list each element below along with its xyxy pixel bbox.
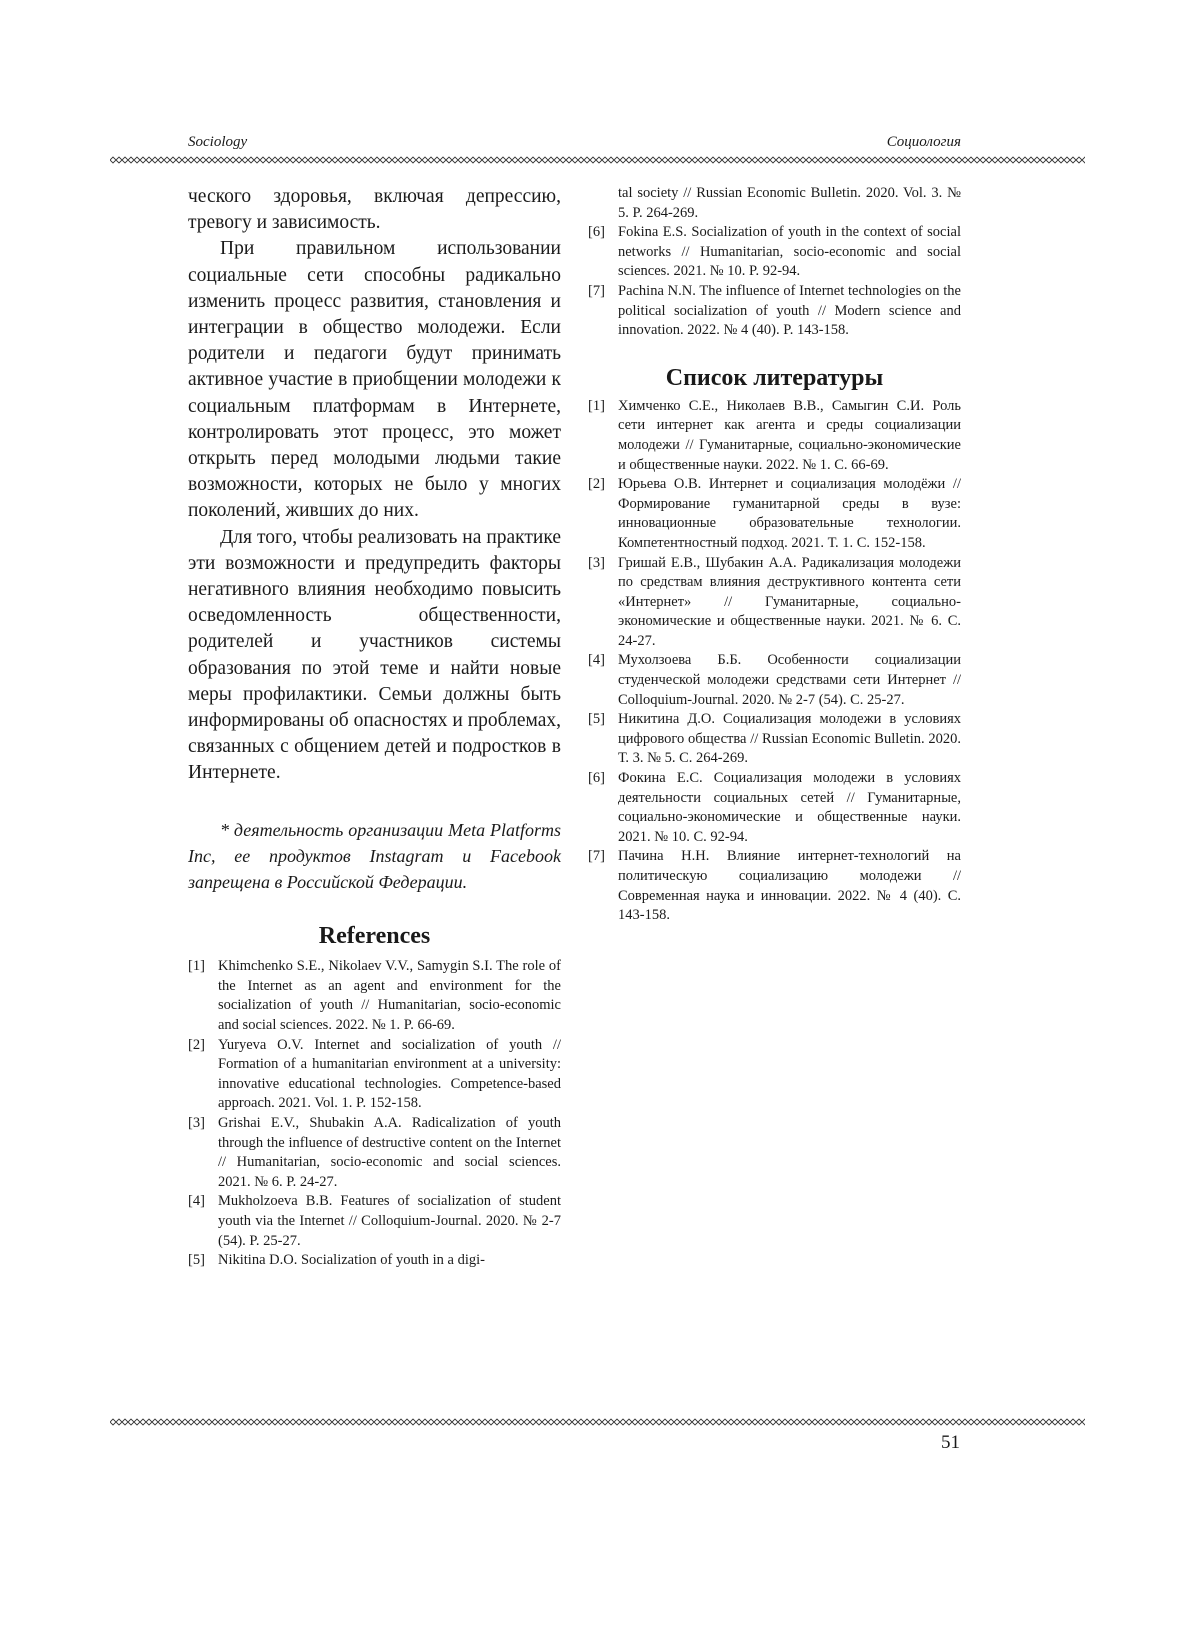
page-number: 51: [941, 1432, 960, 1453]
reference-number: [2]: [188, 1036, 205, 1053]
reference-number: [7]: [588, 282, 605, 299]
footer-ornament-divider: [110, 1418, 1085, 1426]
reference-number: [7]: [588, 848, 605, 865]
reference-text: Фокина Е.С. Социализация молодежи в условиях деятельности социальных сетей // Гуманитарные, социально-экономические и общественные науки. 2021. № 10. С. 92-94.: [618, 770, 961, 845]
reference-text: Гришай Е.В., Шубакин А.А. Радикализация молодежи по средствам влияния деструктивного контента сети «Интернет» // Гуманитарные, социально-экономические и общественные науки. 2021. № 6. С. 24-27.: [618, 554, 961, 649]
reference-number: [3]: [588, 554, 605, 571]
reference-number: [5]: [188, 1252, 205, 1269]
reference-item: [588, 282, 961, 341]
reference-number: [3]: [188, 1115, 205, 1132]
reference-item: [588, 397, 961, 475]
reference-number: [4]: [588, 652, 605, 669]
reference-number: [4]: [188, 1193, 205, 1210]
reference-text: Fokina E.S. Socialization of youth in the context of social networks // Humanitarian, socio-economic and social sciences. 2021. № 10. P. 92-94.: [618, 224, 961, 280]
ornament-pattern: [110, 156, 1085, 164]
reference-text: Мухолзоева Б.Б. Особенности социализации студенческой молодежи средствами сети Интернет // Colloquium-Journal. 2020. № 2-7 (54). С. 25-27.: [618, 652, 961, 708]
reference-item: [188, 1114, 561, 1192]
paragraph: При правильном использовании социальные сети способны радикально изменить процесс развития, становления и интеграции в общество молодежи. Если родители и педагоги будут принимать активное участие в приобщении молодежи к социальным платформам в Интернете, контролировать этот процесс, это может открыть перед молодыми людьми такие возможности, которых не было у многих поколений, живших до них.: [188, 238, 561, 522]
reference-number: [1]: [188, 958, 205, 975]
reference-number: [5]: [588, 711, 605, 728]
reference-text: Юрьева О.В. Интернет и социализация молодёжи // Формирование гуманитарной среды в вузе: инновационные образовательные технологии. Компетентностный подход. 2021. Т. 1. С. 152-158.: [618, 476, 961, 551]
running-header: [188, 134, 961, 156]
reference-text: tal society // Russian Economic Bulletin. 2020. Vol. 3. № 5. P. 264-269.: [618, 185, 961, 221]
reference-item: [588, 769, 961, 847]
reference-text: Grishai E.V., Shubakin A.A. Radicalization of youth through the influence of destructive content on the Internet // Humanitarian, socio-economic and social sciences. 2021. № 6. P. 24-27.: [218, 1115, 561, 1190]
reference-item: [188, 1036, 561, 1114]
reference-number: [6]: [588, 770, 605, 787]
reference-number: [6]: [588, 224, 605, 241]
reference-item: [588, 847, 961, 925]
paragraph: Для того, чтобы реализовать на практике эти возможности и предупредить факторы негативного влияния необходимо повысить осведомленность общественности, родителей и участников системы образования по этой теме и найти новые меры профилактики. Семьи должны быть информированы об опасностях и проблемах, связанных с общением детей и подростков в Интернете.: [188, 526, 561, 784]
reference-item: [588, 223, 961, 282]
reference-text: Mukholzoeva B.B. Features of socialization of student youth via the Internet // Colloquium-Journal. 2020. № 2-7 (54). P. 25-27.: [218, 1193, 561, 1249]
reference-text: Khimchenko S.E., Nikolaev V.V., Samygin S.I. The role of the Internet as an agent and environment for the socialization of youth // Humanitarian, socio-economic and social sciences. 2022. № 1. P. 66-69.: [218, 958, 561, 1034]
reference-text: Химченко С.Е., Николаев В.В., Самыгин С.И. Роль сети интернет как агента и среды социализации молодежи // Гуманитарные, социально-экономические и общественные науки. 2022. № 1. С. 66-69.: [618, 397, 961, 473]
reference-item: [588, 554, 961, 652]
references-list-continued: [588, 184, 961, 341]
paragraph: ческого здоровья, включая депрессию, тревогу и зависимость.: [188, 186, 561, 234]
header-section-ru: Социология: [886, 134, 961, 150]
reference-item: [588, 184, 961, 223]
reference-text: Никитина Д.О. Социализация молодежи в условиях цифрового общества // Russian Economic Bulletin. 2020. Т. 3. № 5. С. 264-269.: [618, 711, 961, 767]
reference-text: Пачина Н.Н. Влияние интернет-технологий на политическую социализацию молодежи // Современная наука и инновации. 2022. № 4 (40). С. 143-158.: [618, 848, 961, 924]
references-title: References: [318, 923, 431, 950]
reference-number: [2]: [588, 476, 605, 493]
reference-text: Nikitina D.O. Socialization of youth in a digi-: [218, 1252, 485, 1269]
ornament-pattern: [110, 1418, 1085, 1426]
ru-references-list: [588, 397, 961, 926]
reference-item: [188, 957, 561, 1035]
right-column: [588, 184, 961, 926]
reference-text: Pachina N.N. The influence of Internet technologies on the political socialization of youth // Modern science and innovation. 2022. № 4 (40). P. 143-158.: [618, 282, 961, 339]
reference-number: [1]: [588, 397, 605, 414]
reference-item: [188, 1192, 561, 1251]
ru-references-title: Список литературы: [665, 364, 884, 391]
header-ornament-divider: [110, 156, 1085, 164]
reference-item: [188, 1251, 561, 1271]
footnote: * деятельность организации Meta Platforms Inc, ее продуктов Instagram и Facebook запрещена в Российской Федерации.: [188, 819, 561, 893]
left-column: [188, 184, 561, 1271]
reference-text: Yuryeva O.V. Internet and socialization of youth // Formation of a humanitarian environment at a university: innovative educational technologies. Competence-based approach. 2021. Vol. 1. P. 152-158.: [218, 1036, 561, 1112]
reference-item: [588, 651, 961, 710]
references-list: [188, 957, 561, 1271]
header-section-en: Sociology: [188, 134, 248, 150]
reference-item: [588, 710, 961, 769]
reference-item: [588, 475, 961, 553]
